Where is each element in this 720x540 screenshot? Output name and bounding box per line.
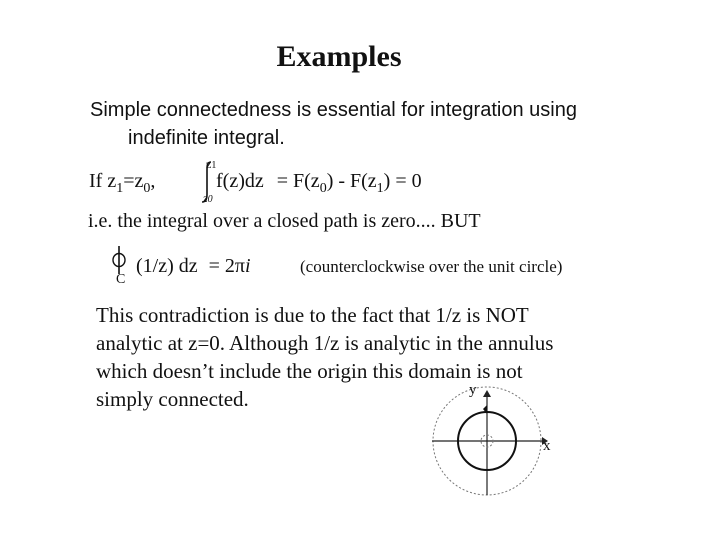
contour-note: (counterclockwise over the unit circle) [300,257,563,276]
paragraph-line-3: which doesn’t include the origin this domain is not [96,359,523,383]
unit-circle-diagram [428,385,558,497]
intro-line-1: Simple connectedness is essential for integration using [90,99,577,121]
contour-label: C [116,272,126,287]
x-axis-label: x [543,438,551,454]
intro-line-2: indefinite integral. [128,127,285,149]
integral-expression: $f(z)dz = F(z_0) - F(z_1) = 0$ [216,170,422,196]
y-axis-label: y [469,382,477,398]
paragraph-line-1: This contradiction is due to the fact that 1/z is NOT [96,303,529,327]
if-condition: If $z_1=z_0$, [89,170,156,196]
paragraph-line-2: analytic at z=0. Although 1/z is analytic in the annulus [96,331,554,355]
upper-limit: z1 [206,157,217,171]
contour-integral: (1/z) dz = 2πi [136,255,251,277]
paragraph-line-4: simply connected. [96,387,249,411]
y-axis-arrow-icon [483,390,491,397]
lower-limit: z0 [203,191,213,205]
ie-line: i.e. the integral over a closed path is zero.... BUT [88,210,481,232]
slide-title: Examples [276,40,402,73]
intro-text [90,96,577,152]
